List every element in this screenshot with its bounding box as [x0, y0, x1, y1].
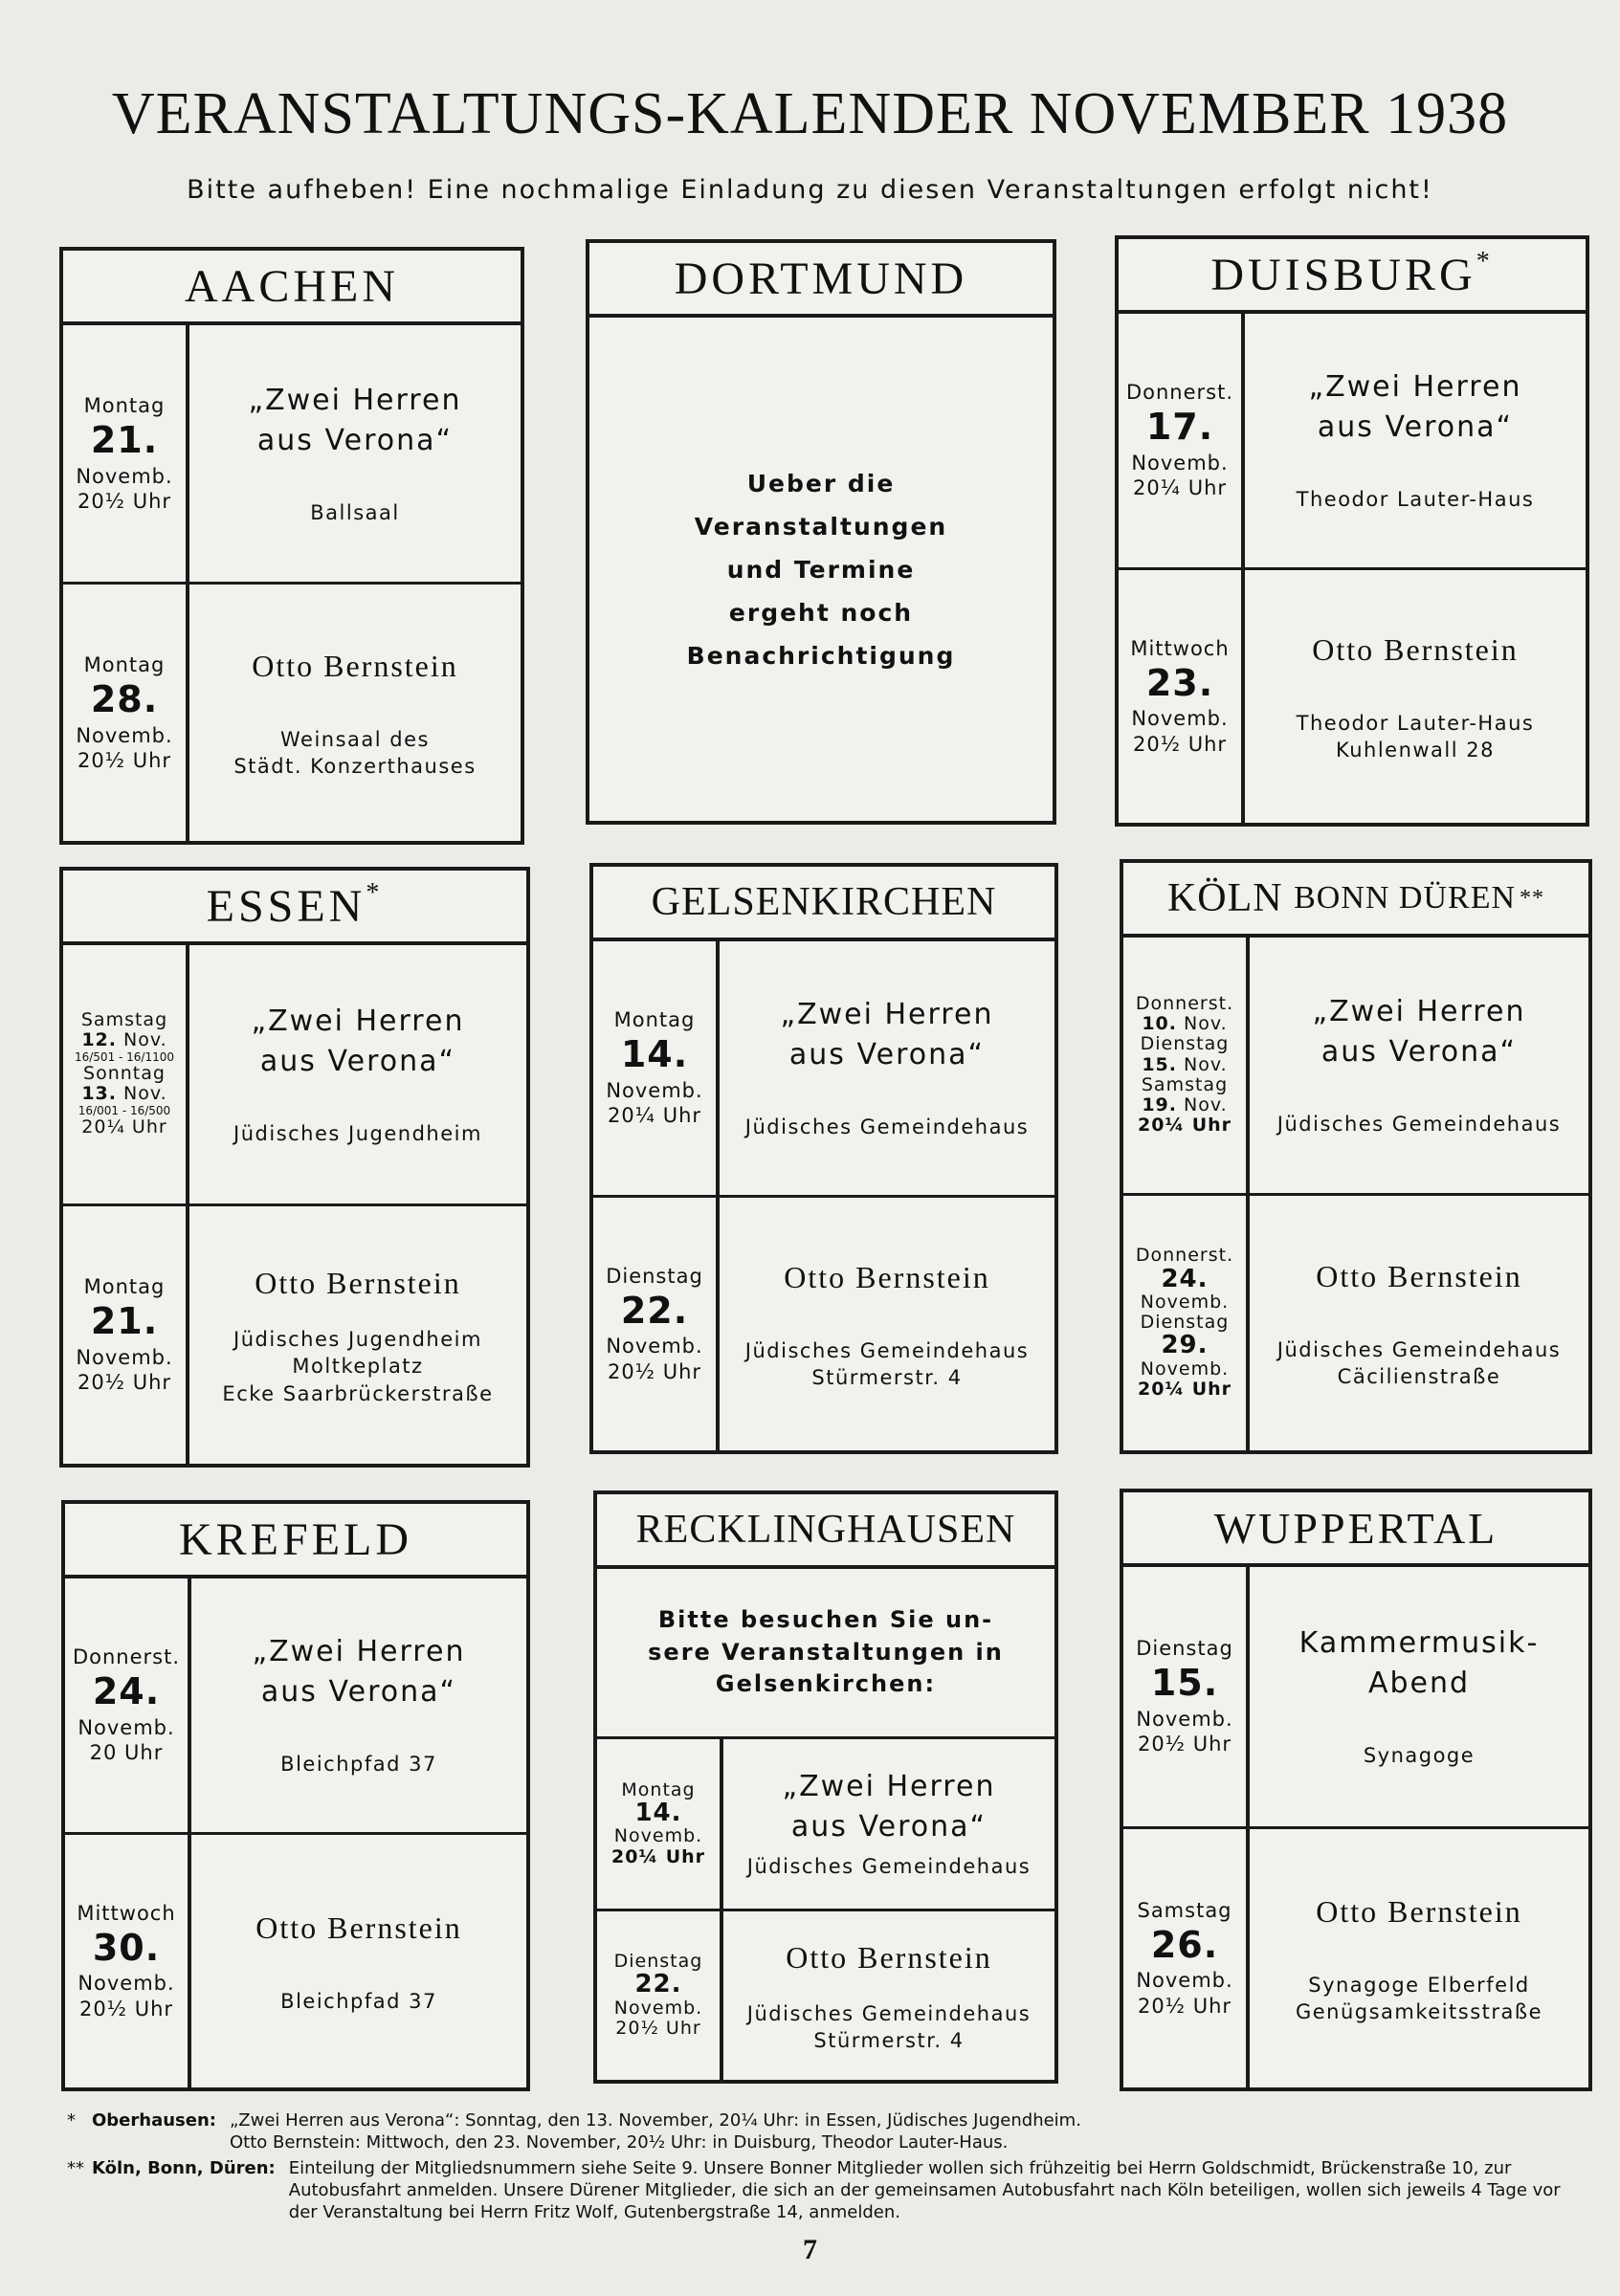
event-month: Novemb. — [76, 723, 173, 747]
event-row — [593, 1195, 1054, 1451]
event-info — [1245, 314, 1586, 567]
event-venue: Synagoge — [1363, 1744, 1476, 1768]
event-row — [1123, 938, 1588, 1193]
event-info — [1250, 938, 1588, 1193]
event-month: Novemb. — [78, 1972, 175, 1996]
footnote-text: Einteilung der Mitgliedsnummern siehe Seite 9. Unsere Bonner Mitglieder wollen sich frühzeitig bei Herrn Goldschmidt, Brückenstraße 10, zur Autobusfahrt anmelden. Unsere Dürener Mitglieder, die sich an der gemeinsamen Autobusfahrt nach Köln beteiligen, wollen sich jeweils 4 Tage vor der Veranstaltung bei Herrn Fritz Wolf, Gutenbergstraße 14, anmelden. — [288, 2158, 1561, 2223]
event-time: 20¼ Uhr — [1137, 1115, 1232, 1137]
city-name: RECKLINGHAUSEN — [597, 1494, 1054, 1569]
event-day: 22. — [634, 1970, 682, 1999]
event-month: Novemb. — [1131, 707, 1229, 731]
event-day: 14. — [620, 1033, 689, 1076]
event-date — [63, 945, 189, 1203]
city-box-dortmund — [586, 239, 1056, 825]
city-box-duisburg — [1115, 235, 1589, 827]
event-info — [191, 1578, 526, 1832]
city-box-koeln — [1120, 859, 1592, 1454]
event-play: „Zwei Herren aus Verona“ — [1312, 995, 1526, 1070]
event-time: 20 Uhr — [89, 1741, 164, 1765]
event-venue: Theodor Lauter-Haus Kuhlenwall 28 — [1296, 711, 1535, 762]
event-date — [63, 325, 189, 582]
event-weekday: Montag — [613, 1008, 696, 1032]
event-play: Otto Bernstein — [784, 1260, 990, 1294]
footnote-mark: ** — [67, 2158, 84, 2179]
event-month: Nov. — [123, 1083, 167, 1105]
city-name-secondary: BONN DÜREN — [1294, 880, 1517, 916]
event-date — [1123, 938, 1250, 1193]
event-month: Nov. — [1184, 1013, 1228, 1035]
event-time: 20¼ Uhr — [607, 1104, 702, 1128]
event-info — [189, 945, 526, 1203]
event-venue: Jüdisches Gemeindehaus — [746, 1855, 1032, 1879]
event-play: Otto Bernstein — [1312, 632, 1519, 667]
event-time: 20¼ Uhr — [1137, 1378, 1232, 1400]
event-day: 24. — [92, 1670, 161, 1713]
event-weekday: Dienstag — [1140, 1033, 1230, 1055]
event-day: 21. — [90, 419, 159, 462]
event-weekday: Montag — [83, 652, 166, 676]
event-info — [189, 585, 521, 841]
event-play: „Zwei Herren aus Verona“ — [251, 1004, 465, 1078]
event-venue: Jüdisches Jugendheim Moltkeplatz Ecke Saarbrückerstraße — [222, 1328, 494, 1405]
event-row — [65, 1578, 526, 1832]
event-date — [1123, 1567, 1250, 1826]
event-date — [65, 1578, 191, 1832]
footnote — [67, 2109, 1588, 2153]
event-weekday: Sonntag — [83, 1063, 166, 1085]
footnote-lead: Oberhausen: — [92, 2110, 216, 2130]
event-row — [593, 941, 1054, 1195]
event-venue: Bleichpfad 37 — [280, 1989, 437, 2013]
city-name: AACHEN — [63, 251, 521, 325]
event-play: Otto Bernstein — [255, 1910, 462, 1946]
event-venue: Jüdisches Gemeindehaus Cäcilienstraße — [1276, 1337, 1562, 1389]
event-month: Nov. — [1184, 1053, 1228, 1075]
event-day: 19. — [1142, 1094, 1177, 1116]
event-info — [720, 1198, 1054, 1451]
member-numbers: 16/501 - 16/1100 — [74, 1049, 175, 1064]
footnote-mark: ** — [1520, 885, 1545, 911]
event-time: 20¼ Uhr — [81, 1116, 167, 1138]
event-day: 17. — [1145, 406, 1214, 449]
event-weekday: Samstag — [80, 1009, 168, 1031]
event-time: 20¼ Uhr — [1132, 476, 1228, 500]
event-info — [1245, 570, 1586, 824]
event-date — [593, 1198, 720, 1451]
event-weekday: Dienstag — [613, 1951, 703, 1973]
event-weekday: Donnerst. — [1135, 992, 1234, 1014]
event-day: 22. — [620, 1289, 689, 1332]
city-name: KREFELD — [65, 1504, 526, 1578]
event-date — [65, 1835, 191, 2088]
event-day: 10. — [1142, 1013, 1177, 1035]
city-box-essen — [59, 867, 530, 1468]
event-row — [1123, 1193, 1588, 1451]
event-venue: Jüdisches Gemeindehaus — [1276, 1113, 1562, 1137]
event-row — [63, 582, 521, 841]
event-row — [63, 945, 526, 1203]
city-name: DORTMUND — [589, 243, 1053, 318]
event-day: 26. — [1150, 1923, 1219, 1966]
event-play: Otto Bernstein — [1316, 1259, 1522, 1293]
event-day: 12. — [81, 1029, 117, 1051]
event-weekday: Mittwoch — [77, 1901, 176, 1925]
event-row — [1119, 314, 1586, 567]
event-time: 20½ Uhr — [1137, 1994, 1232, 2018]
event-row — [1119, 567, 1586, 824]
event-info — [191, 1835, 526, 2088]
city-box-wuppertal — [1120, 1489, 1592, 2091]
event-info — [723, 1739, 1054, 1909]
footnote — [67, 2157, 1588, 2223]
city-name: KÖLN — [1166, 876, 1283, 920]
event-day: 21. — [90, 1300, 159, 1343]
event-month: Novemb. — [606, 1335, 703, 1358]
event-play: „Zwei Herren aus Verona“ — [780, 998, 994, 1072]
event-day: 15. — [1150, 1662, 1219, 1705]
event-weekday: Samstag — [1137, 1898, 1232, 1922]
event-play: Otto Bernstein — [252, 649, 458, 684]
event-date — [63, 585, 189, 841]
event-time: 20½ Uhr — [78, 1997, 174, 2020]
event-time: 20½ Uhr — [615, 2018, 701, 2040]
event-date — [597, 1739, 723, 1909]
event-venue: Jüdisches Gemeindehaus Stürmerstr. 4 — [746, 2001, 1032, 2053]
event-info — [189, 1206, 526, 1465]
footnote-mark: * — [1476, 247, 1494, 276]
event-play: „Zwei Herren aus Verona“ — [782, 1770, 996, 1844]
event-weekday: Dienstag — [1136, 1637, 1233, 1661]
event-row — [63, 325, 521, 582]
event-month: Novemb. — [1136, 1969, 1233, 1993]
footnote-mark: * — [366, 878, 384, 908]
event-month: Novemb. — [78, 1715, 175, 1739]
event-info — [1250, 1196, 1588, 1451]
recklinghausen-notice: Bitte besuchen Sie un- sere Veranstaltungen in Gelsenkirchen: — [597, 1569, 1054, 1739]
city-box-krefeld — [61, 1500, 530, 2091]
event-date — [63, 1206, 189, 1465]
page-title: VERANSTALTUNGS-KALENDER NOVEMBER 1938 — [111, 81, 1509, 146]
event-time: 20½ Uhr — [77, 489, 172, 513]
event-day: 13. — [81, 1083, 117, 1105]
event-day: 30. — [92, 1926, 161, 1969]
event-time: 20½ Uhr — [607, 1359, 702, 1383]
city-name: GELSENKIRCHEN — [593, 867, 1054, 941]
event-play: Kammermusik- Abend — [1298, 1626, 1540, 1701]
event-weekday: Donnerst. — [72, 1645, 181, 1669]
event-weekday: Mittwoch — [1130, 636, 1230, 660]
event-venue: Jüdisches Gemeindehaus — [744, 1115, 1030, 1139]
member-numbers: 16/001 - 16/500 — [78, 1103, 171, 1117]
event-venue: Bleichpfad 37 — [280, 1753, 437, 1777]
event-row — [65, 1832, 526, 2088]
event-row — [63, 1203, 526, 1465]
event-date — [1119, 314, 1245, 567]
event-info — [1250, 1567, 1588, 1826]
event-date — [1123, 1196, 1250, 1451]
dortmund-notice: Ueber die Veranstaltungen und Termine ergeht noch Benachrichtigung — [686, 469, 956, 670]
event-day: 29. — [1161, 1331, 1209, 1360]
event-month: Novemb. — [1136, 1707, 1233, 1731]
event-play: „Zwei Herren aus Verona“ — [248, 383, 462, 457]
city-name: ESSEN — [206, 880, 366, 932]
city-name-header — [1123, 863, 1588, 938]
event-weekday: Montag — [83, 393, 166, 417]
event-play: Otto Bernstein — [1316, 1894, 1522, 1929]
event-time: 20¼ Uhr — [610, 1845, 706, 1867]
event-month: Novemb. — [1131, 451, 1229, 475]
city-name-header — [63, 871, 526, 945]
city-box-aachen — [59, 247, 524, 845]
event-venue: Jüdisches Jugendheim — [233, 1121, 482, 1145]
event-weekday: Donnerst. — [1125, 381, 1234, 405]
event-play: „Zwei Herren aus Verona“ — [1308, 370, 1522, 445]
event-row — [597, 1909, 1054, 2081]
event-day: 28. — [90, 678, 159, 721]
event-day: 23. — [1145, 661, 1214, 704]
event-date — [593, 941, 720, 1195]
city-name-header — [1119, 239, 1586, 314]
event-month: Novemb. — [76, 464, 173, 488]
event-day: 24. — [1161, 1264, 1209, 1293]
page-subtitle: Bitte aufheben! Eine nochmalige Einladung zu diesen Veranstaltungen erfolgt nicht! — [187, 175, 1433, 205]
event-venue: Theodor Lauter-Haus — [1296, 488, 1535, 512]
event-date — [597, 1911, 723, 2081]
event-day: 14. — [634, 1798, 682, 1827]
city-box-recklinghausen — [593, 1490, 1058, 2084]
footnotes — [67, 2109, 1588, 2227]
event-month: Novemb. — [613, 1997, 703, 2019]
event-weekday: Dienstag — [1140, 1312, 1230, 1334]
page-number: 7 — [803, 2234, 817, 2265]
footnote-mark: * — [67, 2110, 76, 2130]
event-weekday: Donnerst. — [1135, 1245, 1234, 1267]
event-month: Novemb. — [1140, 1358, 1230, 1380]
event-month: Novemb. — [606, 1078, 703, 1102]
event-row — [1123, 1567, 1588, 1826]
event-date — [1123, 1829, 1250, 2088]
city-box-gelsenkirchen — [589, 863, 1058, 1454]
event-weekday: Samstag — [1141, 1073, 1229, 1095]
event-time: 20½ Uhr — [1132, 732, 1228, 756]
event-month: Novemb. — [76, 1345, 173, 1369]
event-weekday: Dienstag — [606, 1264, 703, 1288]
footnote-text: „Zwei Herren aus Verona“: Sonntag, den 13. November, 20¼ Uhr: in Essen, Jüdisches Jugendheim. Otto Bernstein: Mittwoch, den 23. November, 20½ Uhr: in Duisburg, Theodor Lauter-Haus. — [229, 2110, 1081, 2153]
event-venue: Weinsaal des Städt. Konzerthauses — [233, 728, 477, 779]
city-name: DUISBURG — [1210, 249, 1476, 300]
event-date — [1119, 570, 1245, 824]
event-weekday: Montag — [83, 1275, 166, 1299]
footnote-lead: Köln, Bonn, Düren: — [92, 2158, 276, 2179]
city-name: WUPPERTAL — [1123, 1492, 1588, 1567]
event-venue: Ballsaal — [310, 500, 400, 524]
event-month: Nov. — [123, 1029, 167, 1051]
event-info — [189, 325, 521, 582]
event-time: 20½ Uhr — [1137, 1733, 1232, 1756]
event-info — [1250, 1829, 1588, 2088]
event-day: 15. — [1142, 1053, 1177, 1075]
event-row — [597, 1739, 1054, 1909]
event-venue: Jüdisches Gemeindehaus Stürmerstr. 4 — [744, 1338, 1030, 1390]
event-row — [1123, 1826, 1588, 2088]
event-time: 20½ Uhr — [77, 748, 172, 772]
event-time: 20½ Uhr — [77, 1371, 172, 1395]
event-info — [720, 941, 1054, 1195]
event-info — [723, 1911, 1054, 2081]
event-weekday: Montag — [621, 1778, 696, 1800]
event-month: Novemb. — [613, 1825, 703, 1847]
event-month: Novemb. — [1140, 1291, 1230, 1313]
event-month: Nov. — [1184, 1094, 1228, 1116]
event-venue: Synagoge Elberfeld Genügsamkeitsstraße — [1295, 1973, 1543, 2024]
event-play: „Zwei Herren aus Verona“ — [252, 1635, 466, 1710]
event-play: Otto Bernstein — [786, 1940, 992, 1975]
event-play: Otto Bernstein — [255, 1266, 461, 1301]
